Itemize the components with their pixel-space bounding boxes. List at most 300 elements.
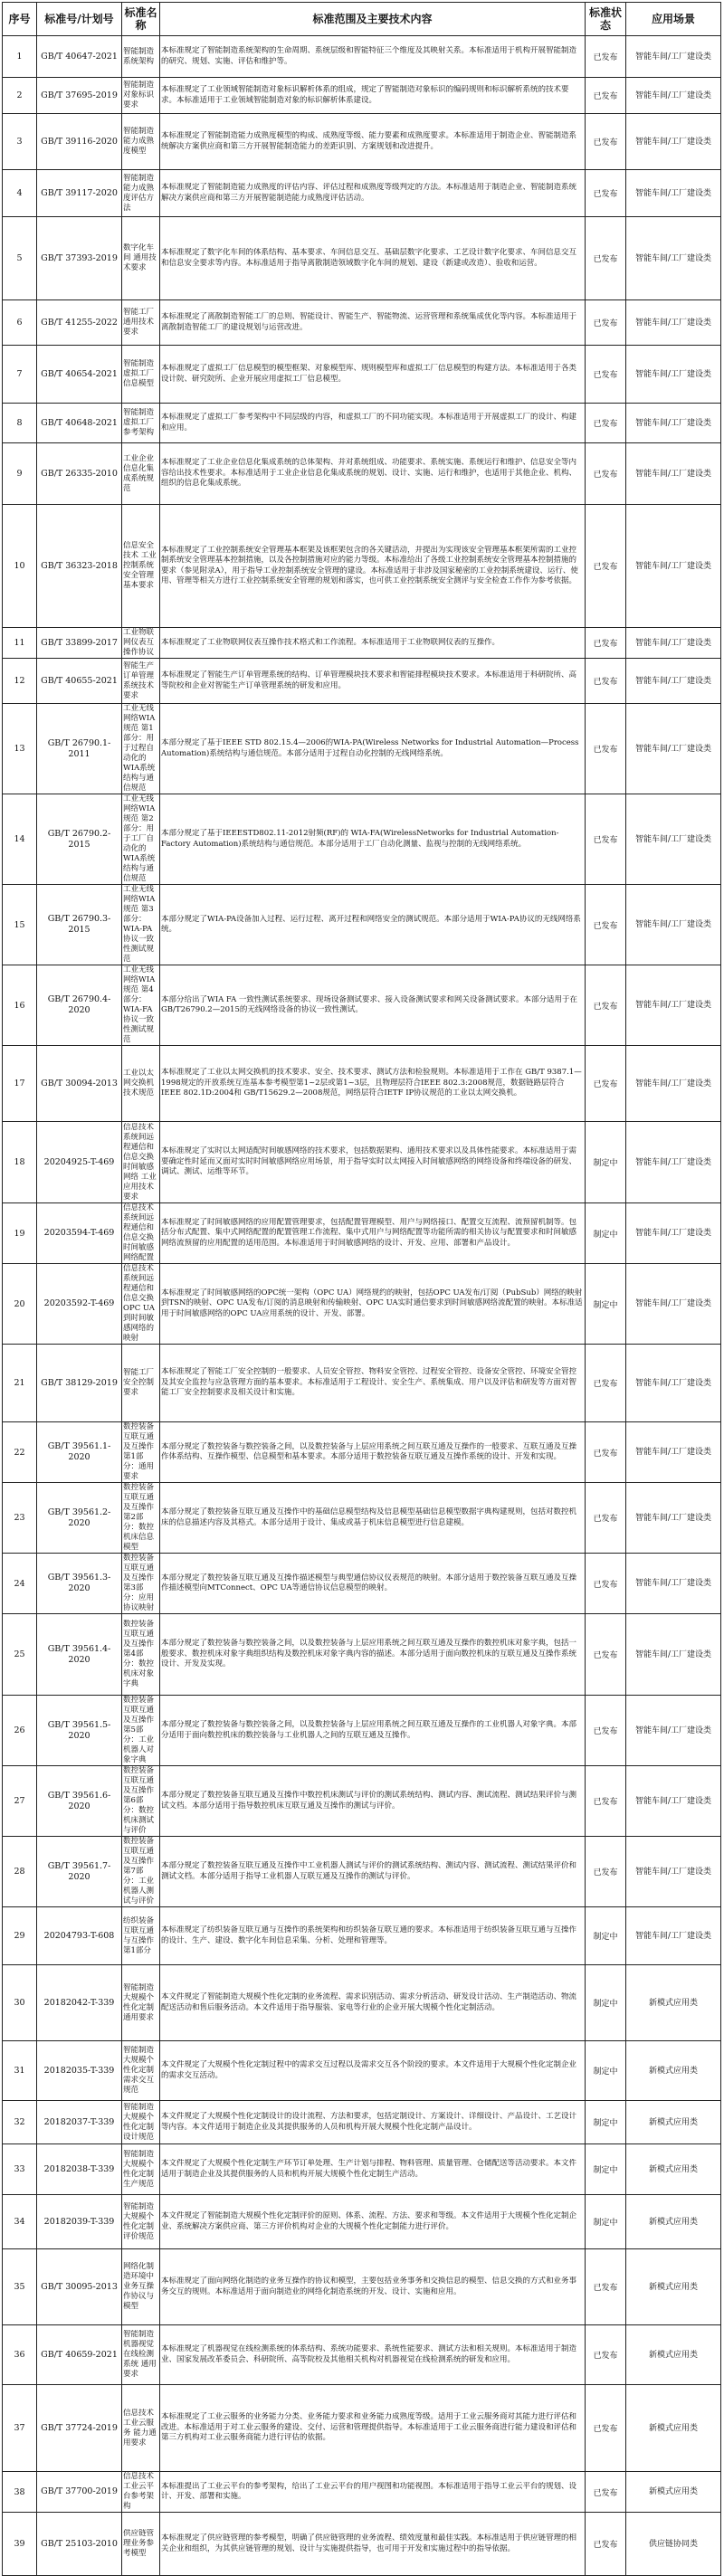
row-name <box>122 443 160 505</box>
row-status-text: 已发布 <box>593 420 618 429</box>
row-app-text: 智能车间/工厂建设类 <box>634 561 712 571</box>
row-name-text: 工业无线网络WIA规范 第1部分：用于过程自动化的WIA系统结构与通信规范 <box>123 704 156 793</box>
row-seq-text: 20 <box>14 1298 25 1309</box>
row-app-text: 新模式应用类 <box>648 2350 698 2360</box>
row-code <box>37 2195 122 2249</box>
row-scope <box>160 1696 586 1766</box>
row-scope-text: 本标准规定了工业云服务的业务能力分类、业务能力要求和业务能力成熟度等级。适用于工业云服务商对其能力进行评估和改进。本标准适用于对工业云服务的建设、交付、运营和管理提供指导。本标准适用于工业云服务商进行能力建设和评估和第三方机构对工业云服务商能力进行评估的依据。 <box>161 2412 577 2443</box>
header-name: 标准名称 <box>122 3 160 36</box>
row-scope-text: 本文件规定了大规模个性化定制设计的设计流程、方法和要求，包括定制设计、方案设计、详细设计、产品设计、工艺设计等内容。本文件适用于制造企业及其提供服务的人员和机构开展大规模个性化定制产品设计。 <box>161 2112 577 2132</box>
row-name <box>122 965 160 1046</box>
row-app <box>626 217 721 300</box>
row-scope-text: 本部分规定了数控装备与数控装备之间，以及数控装备与上层应用系统之间互联互通及互操作的工业机器人对象字典。本部分适用于面向数控机床的数控装备与工业机器人之间的互联互通及互操作。 <box>161 1720 577 1740</box>
row-app <box>626 170 721 217</box>
row-app <box>626 965 721 1046</box>
row-scope <box>160 1614 586 1696</box>
row-code <box>37 1264 122 1345</box>
row-app <box>626 2041 721 2101</box>
row-app-text: 智能车间/工厂建设类 <box>634 1725 712 1735</box>
table-row <box>3 1766 721 1837</box>
row-code <box>37 78 122 114</box>
row-scope <box>160 659 586 704</box>
row-app-text: 智能车间/工厂建设类 <box>634 137 712 147</box>
row-name <box>122 36 160 78</box>
row-name <box>122 1422 160 1483</box>
row-app-text: 智能车间/工厂建设类 <box>634 1579 712 1588</box>
row-scope <box>160 1422 586 1483</box>
row-name-text: 智能制造对象标识要求 <box>123 81 155 109</box>
header-status: 标准状态 <box>586 3 626 36</box>
row-scope-text: 本部分规定了数控装备互联互通及互操作描述模型与典型通信协议仪表规范的映射。本部分适用于数控装备互联互通及互操作描述模型向MTConnect、OPC UA等通信协议信息模型的映射。 <box>161 1573 577 1592</box>
row-scope-text: 本标准规定了虚拟工厂参考架构中不同层级的内容，和虚拟工厂的不同功能实现。本标准适用于开展虚拟工厂的设计、构建和应用。 <box>161 413 577 433</box>
row-code <box>37 2101 122 2144</box>
row-name-text: 数控装备互联互通及互操作 第7部分：工业机器人测试与评价 <box>123 1837 155 1906</box>
row-status-text: 已发布 <box>593 1380 618 1389</box>
table-row <box>3 965 721 1046</box>
row-scope <box>160 1046 586 1122</box>
row-code <box>37 965 122 1046</box>
row-name-text: 智能制造 大规模个性化定制 评价规范 <box>123 2201 155 2241</box>
table-row <box>3 300 721 346</box>
row-code-text: GB/T 40648-2021 <box>41 417 118 428</box>
row-name <box>122 170 160 217</box>
row-status <box>586 2041 626 2101</box>
row-app <box>626 300 721 346</box>
row-seq <box>3 300 37 346</box>
row-scope <box>160 1483 586 1554</box>
row-scope-text: 本标准规定了工业控制系统安全管理基本框架及该框架包含的各关键活动，并提出为实现该安全管理基本框架所需的工业控制系统安全管理基本控制措施，以及各控制措施对应的能力等级。本标准给出了各级工业控制系统安全管理基本控制措施的要求（参见附录A），用于指导工业控制系统安全管理的建设。本标准适用于非涉及国家秘密的工业控制系统建设、运行、使用、管理等相关方进行工业控制系统安全管理的规划和落实，也可供工业控制系统安全测评与安全检查工作作为参考依据。 <box>161 545 578 585</box>
row-name-text: 智能制造 大规模个性化定制 需求交互规范 <box>123 2046 155 2095</box>
table-row <box>3 1422 721 1483</box>
row-code-text: GB/T 41255-2022 <box>41 317 118 328</box>
row-seq-text: 37 <box>14 2423 25 2433</box>
row-code <box>37 2041 122 2101</box>
row-app <box>626 346 721 404</box>
header-scope: 标准范围及主要技术内容 <box>160 3 586 36</box>
row-seq-text: 11 <box>14 638 25 648</box>
table-row <box>3 1046 721 1122</box>
row-name <box>122 2041 160 2101</box>
row-scope <box>160 1122 586 1203</box>
row-code <box>37 2144 122 2195</box>
row-status-text: 已发布 <box>593 319 618 328</box>
row-scope-text: 本部分规定了数控装备与数控装备之间，以及数控装备与上层应用系统之间互联互通及互操作的一般要求、互联互通及互操作体系结构、互操作模型、信息模型和基本要求。本部分适用于数控装备互联互通及互操作系统的设计、开发和实现。 <box>161 1441 577 1461</box>
row-name <box>122 2513 160 2576</box>
row-status-text: 已发布 <box>593 53 618 62</box>
row-name-text: 信息技术 工业云平台参考架构 <box>123 2472 155 2511</box>
row-code-text: GB/T 26335-2010 <box>41 468 118 479</box>
row-app <box>626 1203 721 1264</box>
row-scope-text: 本标准规定了时间敏感网络的OPC统一架构（OPC UA）网络规约的映射，包括OPC UA发布/订阅（PubSub）网络的映射到TSN的映射、OPC UA发布/订阅的消息映射和传输映射、OPC UA实时通信要求到时间敏感网络流配置的映射。本标准适用于时间敏感网络的OPC UA应用系统的设计、开发、部署。 <box>161 1288 583 1318</box>
table-row <box>3 443 721 505</box>
row-seq <box>3 2472 37 2513</box>
row-scope-text: 本部分规定了数控装备互联互通及互操作中工业机器人测试与评价的测试系统结构、测试内容、测试流程、测试结果评价和测试文档。本部分适用于指导工业机器人互联互通及互操作的测试与评价。 <box>161 1861 577 1881</box>
row-status-text: 已发布 <box>593 2541 618 2550</box>
standards-table <box>2 2 721 2576</box>
row-scope-text: 本标准规定了智能工厂安全控制的一般要求、人员安全管控、物料安全管控、过程安全管控、设备安全管控、环境安全管控及其安全监控与应急管理方面的基本要求。本标准适用于工程设计、安全生产、系统集成、用户以及评估和研发等方面对智能工厂安全控制要求及相关设计和实施。 <box>161 1367 577 1398</box>
row-name <box>122 1203 160 1264</box>
row-status-text: 制定中 <box>593 1230 618 1240</box>
row-name <box>122 794 160 885</box>
row-app <box>626 1696 721 1766</box>
row-name-text: 工业无线网络WIA规范 第4部分：WIA-FA协议一致性测试规范 <box>123 965 156 1044</box>
row-seq <box>3 2513 37 2576</box>
row-app <box>626 1422 721 1483</box>
row-code-text: GB/T 39561.5-2020 <box>47 1719 111 1741</box>
row-scope <box>160 346 586 404</box>
row-seq <box>3 1696 37 1766</box>
row-app-text: 智能车间/工厂建设类 <box>634 188 712 198</box>
row-seq <box>3 1422 37 1483</box>
row-code <box>37 2249 122 2325</box>
row-seq-text: 39 <box>14 2539 25 2549</box>
table-row <box>3 1264 721 1345</box>
row-status-text: 制定中 <box>593 2166 618 2175</box>
table-row <box>3 2041 721 2101</box>
row-name-text: 数控装备互联互通及互操作 第2部分：数控机床信息模型 <box>123 1483 155 1552</box>
row-app-text: 智能车间/工厂建设类 <box>634 638 712 648</box>
row-status <box>586 443 626 505</box>
table-row <box>3 170 721 217</box>
row-code-text: GB/T 39561.4-2020 <box>47 1643 111 1665</box>
row-app-text: 智能车间/工厂建设类 <box>634 318 712 328</box>
table-row <box>3 659 721 704</box>
row-seq-text: 1 <box>16 52 23 62</box>
row-code-text: 20182039-T-339 <box>43 2216 115 2227</box>
row-code-text: 20182035-T-339 <box>43 2065 115 2076</box>
row-code <box>37 404 122 443</box>
row-name-text: 智能制造能力成熟度模型 <box>123 127 155 156</box>
row-name-text: 工业无线网络WIA规范 第3部分：WIA-PA协议一致性测试规范 <box>123 885 156 964</box>
row-code <box>37 2513 122 2576</box>
row-scope <box>160 2041 586 2101</box>
row-code-text: GB/T 39117-2020 <box>41 187 118 198</box>
row-app <box>626 659 721 704</box>
row-code <box>37 2472 122 2513</box>
header-seq: 序号 <box>3 3 37 36</box>
row-scope <box>160 794 586 885</box>
row-code-text: GB/T 39561.6-2020 <box>47 1790 111 1811</box>
header-code: 标准号/计划号 <box>37 3 122 36</box>
row-name <box>122 1483 160 1554</box>
row-name <box>122 2385 160 2472</box>
row-name <box>122 2325 160 2385</box>
row-name-text: 数控装备互联互通及互操作 第6部分：数控机床测试与评价 <box>123 1766 155 1835</box>
row-name <box>122 1696 160 1766</box>
row-scope <box>160 114 586 170</box>
row-code-text: GB/T 37724-2019 <box>41 2422 118 2433</box>
row-seq-text: 34 <box>14 2217 25 2227</box>
row-name <box>122 346 160 404</box>
row-scope <box>160 1554 586 1614</box>
table-row <box>3 1907 721 1965</box>
row-seq-text: 3 <box>16 137 23 147</box>
row-seq-text: 27 <box>14 1796 25 1806</box>
row-seq-text: 26 <box>14 1725 25 1735</box>
row-scope <box>160 965 586 1046</box>
row-seq <box>3 1614 37 1696</box>
row-status <box>586 36 626 78</box>
row-status-text: 已发布 <box>593 255 618 264</box>
table-row <box>3 2385 721 2472</box>
row-app-text: 新模式应用类 <box>648 2164 698 2174</box>
row-code <box>37 2325 122 2385</box>
row-seq <box>3 2249 37 2325</box>
row-seq <box>3 217 37 300</box>
row-name <box>122 1264 160 1345</box>
row-code <box>37 217 122 300</box>
row-code-text: GB/T 39561.7-2020 <box>47 1860 111 1882</box>
row-app-text: 智能车间/工厂建设类 <box>634 1931 712 1941</box>
row-code-text: 20204925-T-469 <box>43 1156 115 1167</box>
row-code <box>37 1766 122 1837</box>
row-status <box>586 704 626 794</box>
row-code <box>37 1122 122 1203</box>
row-status <box>586 2472 626 2513</box>
row-name-text: 智能工厂 安全控制要求 <box>123 1368 155 1397</box>
row-status <box>586 170 626 217</box>
row-scope-text: 本标准规定了智能制造系统架构的生命周期、系统层级和智能特征三个维度及其映射关系。本标准适用于机构开展智能制造的研究、规划、实施、评估和维护等。 <box>161 46 577 66</box>
row-scope <box>160 1264 586 1345</box>
row-app <box>626 2249 721 2325</box>
row-status <box>586 885 626 965</box>
row-code-text: GB/T 39116-2020 <box>41 136 118 147</box>
row-name <box>122 2101 160 2144</box>
row-seq <box>3 1554 37 1614</box>
row-status-text: 已发布 <box>593 1798 618 1807</box>
row-app <box>626 1837 721 1907</box>
row-name-text: 信息技术 系统间远程通信和信息交换 时间敏感网络 工业应用技术要求 <box>123 1122 157 1202</box>
row-status <box>586 1554 626 1614</box>
row-status-text: 制定中 <box>593 2067 618 2077</box>
row-scope <box>160 2472 586 2513</box>
row-code-text: GB/T 25103-2010 <box>41 2538 118 2549</box>
row-scope <box>160 300 586 346</box>
row-app <box>626 36 721 78</box>
row-seq <box>3 78 37 114</box>
row-code <box>37 1907 122 1965</box>
row-name-text: 智能制造 大规模个性化定制 设计规范 <box>123 2102 155 2142</box>
row-status-text: 已发布 <box>593 371 618 380</box>
row-app-text: 智能车间/工厂建设类 <box>634 1649 712 1659</box>
row-seq <box>3 794 37 885</box>
row-seq-text: 22 <box>14 1447 25 1458</box>
row-app <box>626 2325 721 2385</box>
row-code <box>37 659 122 704</box>
row-scope <box>160 36 586 78</box>
table-row <box>3 1614 721 1696</box>
row-app <box>626 1483 721 1554</box>
row-status <box>586 2101 626 2144</box>
row-app-text: 智能车间/工厂建设类 <box>634 744 712 754</box>
row-code <box>37 1696 122 1766</box>
row-name-text: 工业无线网络WIA规范 第2部分：用于工厂自动化的WIA系统结构与通信规范 <box>123 794 156 883</box>
row-name-text: 工业以太网交换机技术规范 <box>123 1069 155 1098</box>
row-status <box>586 404 626 443</box>
table-row <box>3 78 721 114</box>
table-row <box>3 2325 721 2385</box>
row-seq <box>3 2101 37 2144</box>
row-code-text: GB/T 37393-2019 <box>41 252 118 263</box>
row-seq-text: 32 <box>14 2117 25 2127</box>
row-scope-text: 本部分规定了WIA-PA设备加入过程、运行过程、离开过程和网络安全的测试规范。本部分适用于WIA-PA协议的无线网络系统。 <box>161 914 581 934</box>
row-code-text: GB/T 26790.3-2015 <box>47 914 111 935</box>
row-seq-text: 18 <box>14 1157 25 1167</box>
row-code-text: GB/T 40655-2021 <box>41 675 118 686</box>
row-name-text: 工业物联网仪表互操作协议 <box>123 628 155 657</box>
row-name-text: 智能制造 大规模个性化定制 生产规范 <box>123 2149 155 2189</box>
row-seq <box>3 346 37 404</box>
row-app-text: 智能车间/工厂建设类 <box>634 253 712 263</box>
row-seq <box>3 628 37 659</box>
row-scope-text: 本标准规定了工业领域智能制造对象标识解析体系的组成，规定了智能制造对象标识的编码规则和标识解析系统的技术要求。本标准适用于工业领域智能制造对象的标识解析体系建设。 <box>161 85 569 105</box>
row-scope <box>160 1965 586 2041</box>
row-scope-text: 本文件规定了智能制造大规模个性化定制评价的原则、体系、流程、方法、要求和等级。本文件适用于大规模个性化定制企业、系统解决方案供应商、第三方评价机构对企业的大规模个性化定制能力进行评价。 <box>161 2211 577 2231</box>
row-status-text: 已发布 <box>593 2488 618 2498</box>
row-scope <box>160 2325 586 2385</box>
row-app-text: 新模式应用类 <box>648 2423 698 2433</box>
row-app <box>626 404 721 443</box>
row-scope-text: 本部分规定了数控装备互联互通及互操作中的基础信息模型结构及信息模型基础信息模型数据字典构建规则，包括对数控机床的信息描述内容及其格式。本部分适用于设计、集成或基于机床信息模型进行信息建模。 <box>161 1507 577 1527</box>
row-code <box>37 1614 122 1696</box>
row-scope-text: 本标准提出了工业云平台的参考架构，给出了工业云平台的用户视图和功能视图。本标准适用于指导工业云平台的规划、设计、开发、部署和实施。 <box>161 2481 577 2501</box>
row-code <box>37 114 122 170</box>
row-name <box>122 659 160 704</box>
row-seq-text: 15 <box>14 919 25 930</box>
row-app <box>626 1766 721 1837</box>
row-code-text: GB/T 26790.1-2011 <box>47 737 111 759</box>
row-scope-text: 本标准规定了数字化车间的体系结构、基本要求、车间信息交互、基础层数字化要求、工艺设计数字化要求、车间信息交互和信息安全要求等内容。本标准适用于指导离散制造领域数字化车间的规划、建设（新建或改造）、验收和运营。 <box>161 248 577 268</box>
row-code-text: GB/T 26790.4-2020 <box>47 994 111 1015</box>
row-name <box>122 1907 160 1965</box>
row-app-text: 智能车间/工厂建设类 <box>634 1867 712 1877</box>
table-row <box>3 1837 721 1907</box>
row-app-text: 智能车间/工厂建设类 <box>634 1796 712 1806</box>
row-status <box>586 794 626 885</box>
row-scope-text: 本标准规定了机器视觉在线检测系统的体系结构、系统功能要求、系统性能要求、测试方法和相关规则。本标准适用于制造业、国家发展改革委员会、科研院所、高等院校及其他相关机构对机器视觉在线检测系统的研发和应用。 <box>161 2344 577 2364</box>
row-seq-text: 2 <box>16 90 23 100</box>
row-name-text: 信息安全技术 工业控制系统安全管理基本要求 <box>123 541 157 590</box>
row-name-text: 数控装备互联互通及互操作 第4部分：数控机床对象字典 <box>123 1620 155 1688</box>
row-name <box>122 2249 160 2325</box>
row-code <box>37 1483 122 1554</box>
row-name <box>122 885 160 965</box>
row-status <box>586 1907 626 1965</box>
header-app: 应用场景 <box>626 3 721 36</box>
row-code <box>37 1422 122 1483</box>
row-name <box>122 1837 160 1907</box>
row-app <box>626 2195 721 2249</box>
row-seq <box>3 2385 37 2472</box>
table-row <box>3 1345 721 1422</box>
row-status-text: 制定中 <box>593 2219 618 2228</box>
row-status <box>586 217 626 300</box>
row-status <box>586 2325 626 2385</box>
row-status-text: 已发布 <box>593 1002 618 1012</box>
row-app-text: 智能车间/工厂建设类 <box>634 920 712 929</box>
row-name-text: 信息技术 工业云服务 能力通用要求 <box>123 2408 157 2448</box>
row-status-text: 已发布 <box>593 921 618 931</box>
row-name <box>122 2472 160 2513</box>
row-status <box>586 2195 626 2249</box>
row-scope <box>160 1203 586 1264</box>
row-name <box>122 2144 160 2195</box>
row-status-text: 已发布 <box>593 1080 618 1089</box>
row-seq-text: 12 <box>14 676 25 686</box>
row-scope-text: 本部分规定了基于IEEE STD 802.15.4—2006的WIA-PA(Wireless Networks for Industrial Automation—Process Automation)系统结构与通信规范。本部分适用于过程自动化控制的无线网络系统。 <box>161 738 579 758</box>
row-scope <box>160 2513 586 2576</box>
row-scope-text: 本标准规定了时间敏感网络的应用配置管理要求，包括配置管理模型、用户与网络接口、配置交互流程、流预留机制等。包括分布式配置、集中式网络配置的配置管理工作流程、集中式用户与网络配置等功能所需的相关协议与配置要求和时间敏感网络流预留的应用配置的适用范围。本标准适用于时间敏感网络的设计、开发、应用、部署和产品设计。 <box>161 1217 577 1248</box>
row-code-text: 20203594-T-469 <box>43 1228 115 1238</box>
row-status-text: 制定中 <box>593 1159 618 1168</box>
row-name-text: 智能制造 虚拟工厂信息模型 <box>123 359 155 388</box>
row-code-text: GB/T 40659-2021 <box>41 2349 118 2360</box>
row-name-text: 数控装备互联互通及互操作 第1部分：通用要求 <box>123 1422 155 1481</box>
row-seq <box>3 114 37 170</box>
row-code-text: GB/T 37695-2019 <box>41 90 118 100</box>
row-scope <box>160 1766 586 1837</box>
table-row <box>3 505 721 628</box>
row-name-text: 智能生产订单管理系统技术要求 <box>123 661 155 700</box>
row-scope-text: 本标准规定了虚拟工厂信息模型的模型框架、对象模型库、规则模型库和虚拟工厂信息模型的构建方法。本标准适用于各类设计院、研究院所、企业开展应用虚拟工厂信息模型。 <box>161 364 577 384</box>
row-seq <box>3 965 37 1046</box>
row-name <box>122 1554 160 1614</box>
row-seq <box>3 1264 37 1345</box>
row-name <box>122 1965 160 2041</box>
row-app <box>626 704 721 794</box>
row-scope-text: 本部分规定了基于IEEESTD802.11-2012射频(RF)的 WIA-FA(WirelessNetworks for Industrial Automation-Factory Automation)系统结构与通信规范。本部分适用于工厂自动化测量、监视与控制的无线网络系统。 <box>161 829 559 849</box>
row-scope-text: 本文件规定了大规模个性化定制生产环节订单处理、生产计划与排程、物料管理、质量管理、仓储配送等活动要求。本文件适用于制造企业及其提供服务的人员和机构开展大规模个性化定制生产活动。 <box>161 2159 577 2179</box>
row-status-text: 已发布 <box>593 138 618 147</box>
row-seq-text: 36 <box>14 2350 25 2360</box>
row-status-text: 已发布 <box>593 678 618 687</box>
row-scope-text: 本标准规定了智能制造能力成熟度的评估内容、评估过程和成熟度等级判定的方法。本标准适用于制造企业、智能制造系统解决方案供应商和第三方开展智能制造能力成熟度评估活动。 <box>161 183 577 203</box>
row-scope-text: 本标准规定了智能生产订单管理系统的结构、订单管理模块技术要求和智能排程模块技术要求。本标准适用于科研院所、高等院校和企业对智能生产订单管理系统的研发和应用。 <box>161 670 577 690</box>
row-status <box>586 2144 626 2195</box>
table-row <box>3 217 721 300</box>
row-app <box>626 794 721 885</box>
row-scope <box>160 78 586 114</box>
row-name-text: 智能制造 大规模个性化定制 通用要求 <box>123 1982 155 2022</box>
row-scope <box>160 1907 586 1965</box>
row-app <box>626 1965 721 2041</box>
row-seq <box>3 1203 37 1264</box>
row-scope-text: 本标准规定了供应链管理的参考模型，明确了供应链管理的业务流程、绩效度量和最佳实践。本标准适用于供应链管理的相关企业和组织，为其供应链管理的规划、设计与实施提供指导，也可用于开发和实施过程中的指导依据。 <box>161 2533 577 2553</box>
row-app-text: 新模式应用类 <box>648 2117 698 2127</box>
row-app <box>626 1614 721 1696</box>
row-status <box>586 1345 626 1422</box>
row-app <box>626 505 721 628</box>
row-status-text: 已发布 <box>593 836 618 845</box>
row-code <box>37 1203 122 1264</box>
row-code-text: GB/T 37700-2019 <box>41 2486 118 2496</box>
row-seq-text: 21 <box>14 1378 25 1388</box>
row-code <box>37 170 122 217</box>
row-seq-text: 29 <box>14 1931 25 1941</box>
row-status <box>586 1483 626 1554</box>
row-code-text: GB/T 26790.2-2015 <box>47 828 111 850</box>
row-seq-text: 7 <box>16 369 23 379</box>
row-name <box>122 1614 160 1696</box>
row-code-text: 20182038-T-339 <box>43 2163 115 2174</box>
row-app <box>626 2385 721 2472</box>
row-seq-text: 9 <box>16 469 23 479</box>
row-seq <box>3 505 37 628</box>
row-scope-text: 本标准规定了工业以太网交换机的技术要求、安全、技术要求、测试方法和检验规则。本标准适用于工作在 GB/T 9387.1—1998规定的开放系统互连基本参考模型第1~2层或第1~3层，且物理层符合IEEE 802.3:2008规范，数据链路层符合IEEE 802.1D:2004和 GB/T15629.2—2008规范，网络层符合IETF IP协议规范的工业以太网交换机。 <box>161 1068 582 1098</box>
row-seq-text: 28 <box>14 1867 25 1877</box>
row-app <box>626 628 721 659</box>
row-status-text: 已发布 <box>593 1868 618 1877</box>
